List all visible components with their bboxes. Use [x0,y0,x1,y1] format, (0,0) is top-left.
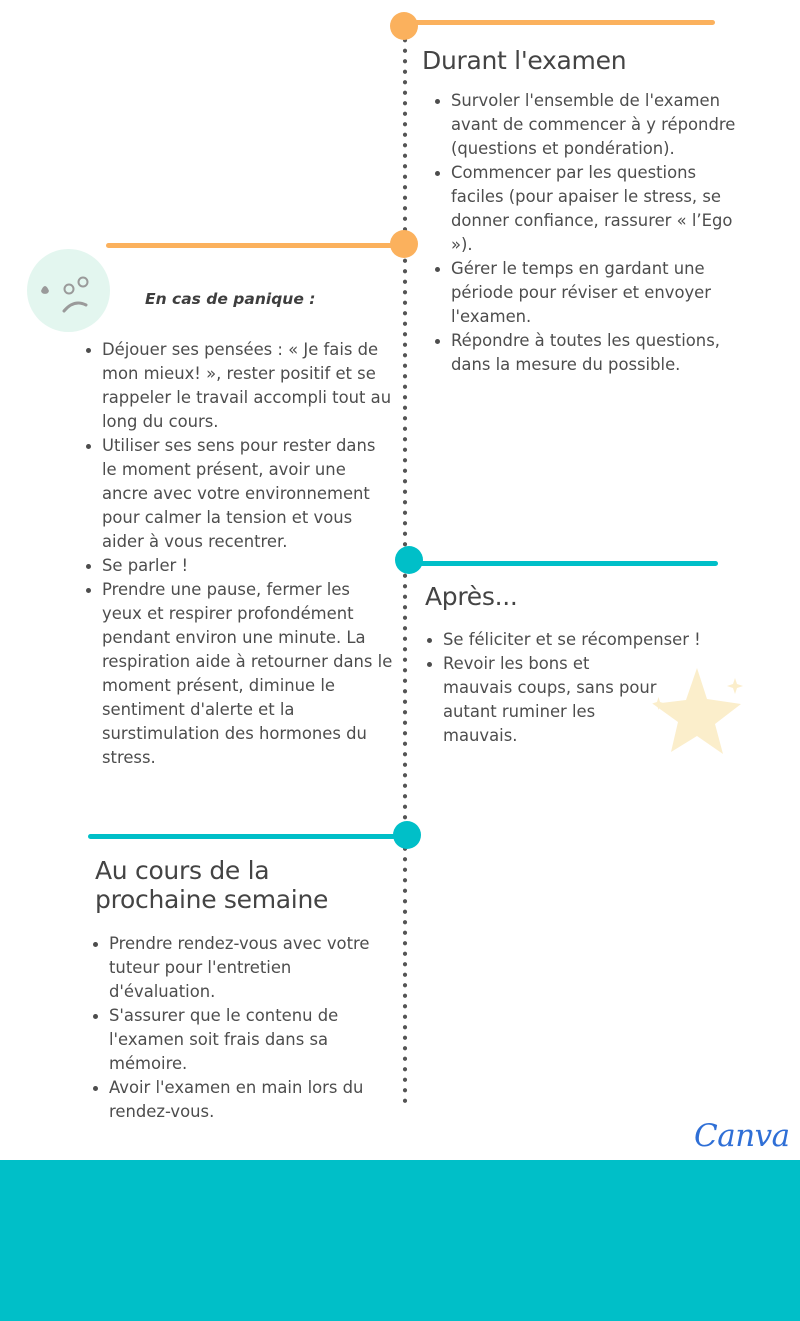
timeline-node-after [395,546,423,574]
next-week-title: Au cours de la prochaine semaine [95,856,329,914]
section-during [422,46,752,377]
list-item: Revoir les bons et mauvais coups, sans pour autant ruminer les mauvais. [423,652,663,748]
list-item: Répondre à toutes les questions, dans la mesure du possible. [431,329,736,377]
footer-band [0,1160,800,1321]
timeline-bar-panic [106,243,402,248]
list-item: Commencer par les questions faciles (pour apaiser le stress, se donner confiance, rassurer « l’Ego »). [431,161,736,257]
list-item: Se féliciter et se récompenser ! [423,628,723,652]
list-item: Utiliser ses sens pour rester dans le moment présent, avoir une ancre avec votre environnement pour calmer la tension et vous aider à vous recentrer. [82,434,394,554]
canva-logo[interactable]: Canva [694,1118,790,1154]
panic-list [82,338,394,770]
during-list [431,89,736,377]
list-item: Survoler l'ensemble de l'examen avant de commencer à y répondre (questions et pondération). [431,89,736,161]
section-after [425,582,735,748]
list-item: S'assurer que le contenu de l'examen soit frais dans sa mémoire. [89,1004,399,1076]
list-item: Se parler ! [82,554,394,578]
section-next-week [95,856,400,1124]
after-list [423,628,723,748]
timeline-node-during [390,12,418,40]
during-title: Durant l'examen [422,46,627,75]
list-item: Avoir l'examen en main lors du rendez-vous. [89,1076,399,1124]
next-week-list [89,932,399,1124]
list-item: Gérer le temps en gardant une période pour réviser et envoyer l'examen. [431,257,736,329]
timeline-bar-after [410,561,718,566]
panic-label: En cas de panique : [145,290,316,308]
list-item: Déjouer ses pensées : « Je fais de mon mieux! », rester positif et se rappeler le travail accompli tout au long du cours. [82,338,394,434]
list-item: Prendre une pause, fermer les yeux et respirer profondément pendant environ une minute. La respiration aide à retourner dans le moment présent, diminue le sentiment d'alerte et la surstimulation des hormones du stress. [82,578,394,770]
list-item: Prendre rendez-vous avec votre tuteur pour l'entretien d'évaluation. [89,932,399,1004]
timeline-node-panic [390,230,418,258]
timeline-bar-next-week [88,834,406,839]
worried-face-icon [27,249,110,332]
after-title: Après... [425,582,518,611]
timeline-node-next-week [393,821,421,849]
timeline-bar-during [404,20,715,25]
